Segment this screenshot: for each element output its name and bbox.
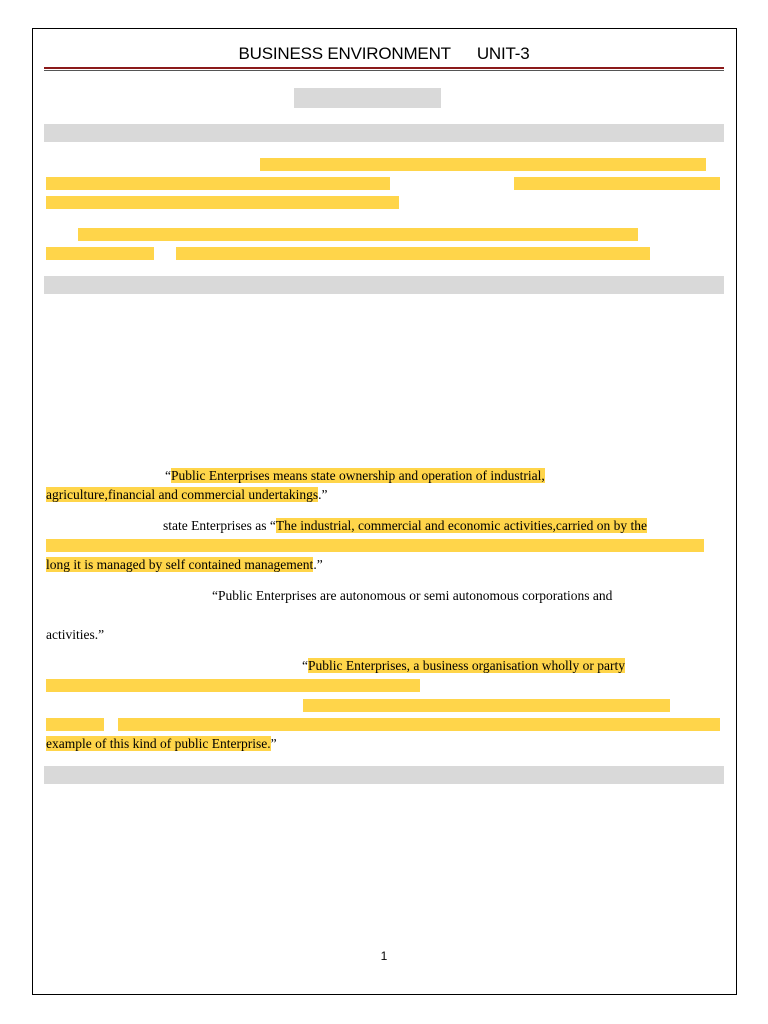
header-subject: BUSINESS ENVIRONMENT <box>238 44 451 63</box>
redacted-line <box>46 539 704 552</box>
redacted-line <box>118 718 720 731</box>
redacted-line <box>176 247 650 260</box>
definition-4-line-1: “Public Enterprises, a business organisation wholly or party <box>302 658 625 673</box>
page-number: 1 <box>380 949 388 963</box>
redacted-title <box>294 88 441 108</box>
redacted-line <box>46 247 154 260</box>
redacted-heading <box>44 276 724 294</box>
redacted-line <box>46 718 104 731</box>
header-unit: UNIT-3 <box>476 44 530 63</box>
definition-3-line-2: activities.” <box>46 627 105 642</box>
page-border <box>32 28 737 995</box>
redacted-line <box>46 679 420 692</box>
page-header <box>0 44 768 64</box>
redacted-line <box>78 228 638 241</box>
redacted-line <box>303 699 670 712</box>
definition-1-line-2: agriculture,financial and commercial undertakings.” <box>46 487 328 502</box>
redacted-heading <box>44 124 724 142</box>
header-rule-secondary <box>44 70 724 71</box>
redacted-line <box>46 177 390 190</box>
definition-2-line-3: long it is managed by self contained management.” <box>46 557 323 572</box>
redacted-heading <box>44 766 724 784</box>
redacted-line <box>46 196 399 209</box>
header-rule <box>44 67 724 69</box>
definition-3-line-1: “Public Enterprises are autonomous or semi autonomous corporations and <box>212 588 613 603</box>
definition-4-line-5: example of this kind of public Enterprise.” <box>46 736 277 751</box>
redacted-line <box>260 158 706 171</box>
definition-2-line-1: state Enterprises as “The industrial, commercial and economic activities,carried on by the <box>163 518 647 533</box>
definition-1-line-1: “Public Enterprises means state ownership and operation of industrial, <box>165 468 545 483</box>
redacted-line <box>514 177 720 190</box>
